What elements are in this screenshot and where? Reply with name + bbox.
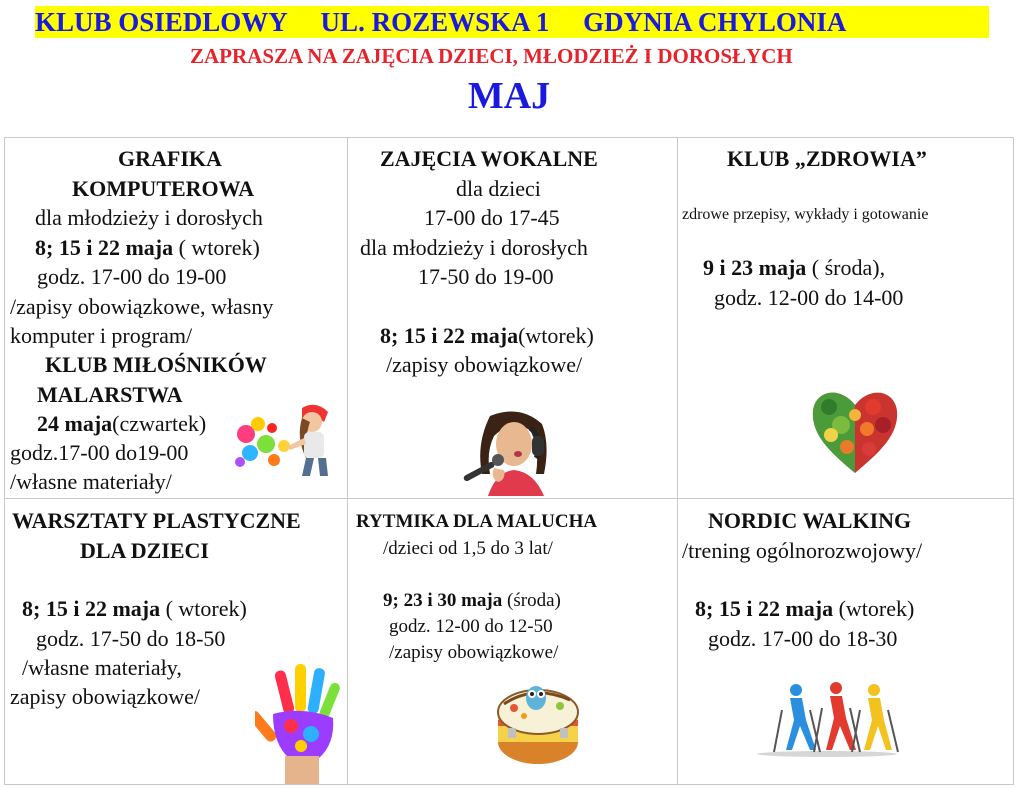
- vegetable-heart-image: [811, 385, 899, 475]
- grafika-title-2: KOMPUTEROWA: [72, 176, 255, 201]
- singer-girl-image: [460, 408, 560, 496]
- grafika-note-2: komputer i program/: [10, 323, 193, 348]
- row-divider: [5, 498, 1013, 499]
- malarstwo-dates: 24 maja(czwartek): [37, 411, 207, 436]
- wokalne-audience-adults: dla młodzieży i dorosłych: [360, 235, 588, 260]
- wokalne-title: ZAJĘCIA WOKALNE: [380, 146, 598, 171]
- zdrowie-dates: 9 i 23 maja ( środa),: [703, 255, 886, 280]
- wokalne-dates: 8; 15 i 22 maja(wtorek): [380, 323, 594, 348]
- nordic-title: NORDIC WALKING: [708, 508, 912, 533]
- zdrowie-title: KLUB „ZDROWIA”: [727, 146, 927, 171]
- nordic-walkers-image: [752, 680, 902, 758]
- rytmika-dates: 9; 23 i 30 maja (środa): [383, 590, 561, 611]
- plastyczne-dates: 8; 15 i 22 maja ( wtorek): [22, 596, 247, 621]
- rytmika-time: godz. 12-00 do 12-50: [389, 616, 553, 637]
- malarstwo-title-2: MALARSTWA: [37, 382, 183, 407]
- wokalne-note: /zapisy obowiązkowe/: [386, 352, 583, 377]
- plastyczne-time: godz. 17-50 do 18-50: [36, 626, 226, 651]
- grafika-title: GRAFIKA: [118, 146, 222, 171]
- grafika-time: godz. 17-00 do 19-00: [37, 264, 227, 289]
- month-title: MAJ: [467, 75, 551, 117]
- rytmika-title: RYTMIKA DLA MALUCHA: [356, 511, 598, 532]
- malarstwo-title: KLUB MIŁOŚNIKÓW: [45, 352, 267, 377]
- grafika-audience: dla młodzieży i dorosłych: [35, 205, 263, 230]
- rytmika-age: /dzieci od 1,5 do 3 lat/: [383, 538, 553, 559]
- plastyczne-title: WARSZTATY PLASTYCZNE: [12, 508, 301, 533]
- nordic-dates: 8; 15 i 22 maja (wtorek): [695, 596, 915, 621]
- grafika-note: /zapisy obowiązkowe, własny: [10, 294, 274, 319]
- painting-girl-image: [232, 398, 342, 476]
- column-divider: [677, 138, 678, 784]
- header-club-name: KLUB OSIEDLOWY UL. ROZEWSKA 1 GDYNIA CHYLONIA: [35, 6, 989, 38]
- zdrowie-time: godz. 12-00 do 14-00: [714, 285, 904, 310]
- plastyczne-note: /własne materiały,: [22, 655, 182, 680]
- plastyczne-title-2: DLA DZIECI: [80, 538, 209, 563]
- rytmika-note: /zapisy obowiązkowe/: [389, 642, 559, 663]
- nordic-time: godz. 17-00 do 18-30: [708, 626, 898, 651]
- column-divider: [347, 138, 348, 784]
- wokalne-audience-kids: dla dzieci: [456, 176, 541, 201]
- zdrowie-description: zdrowe przepisy, wykłady i gotowanie: [682, 206, 929, 223]
- malarstwo-note: /własne materiały/: [10, 469, 172, 494]
- grafika-dates: 8; 15 i 22 maja ( wtorek): [35, 235, 260, 260]
- wokalne-time-adults: 17-50 do 19-00: [418, 264, 554, 289]
- nordic-description: /trening ogólnorozwojowy/: [682, 538, 923, 563]
- painted-hand-image: [255, 664, 345, 784]
- header-invitation: ZAPRASZA NA ZAJĘCIA DZIECI, MŁODZIEŻ I DOROSŁYCH: [190, 44, 793, 68]
- plastyczne-note-2: zapisy obowiązkowe/: [10, 684, 200, 709]
- malarstwo-time: godz.17-00 do19-00: [10, 440, 189, 465]
- wokalne-time-kids: 17-00 do 17-45: [424, 205, 560, 230]
- tambourine-image: [494, 670, 582, 770]
